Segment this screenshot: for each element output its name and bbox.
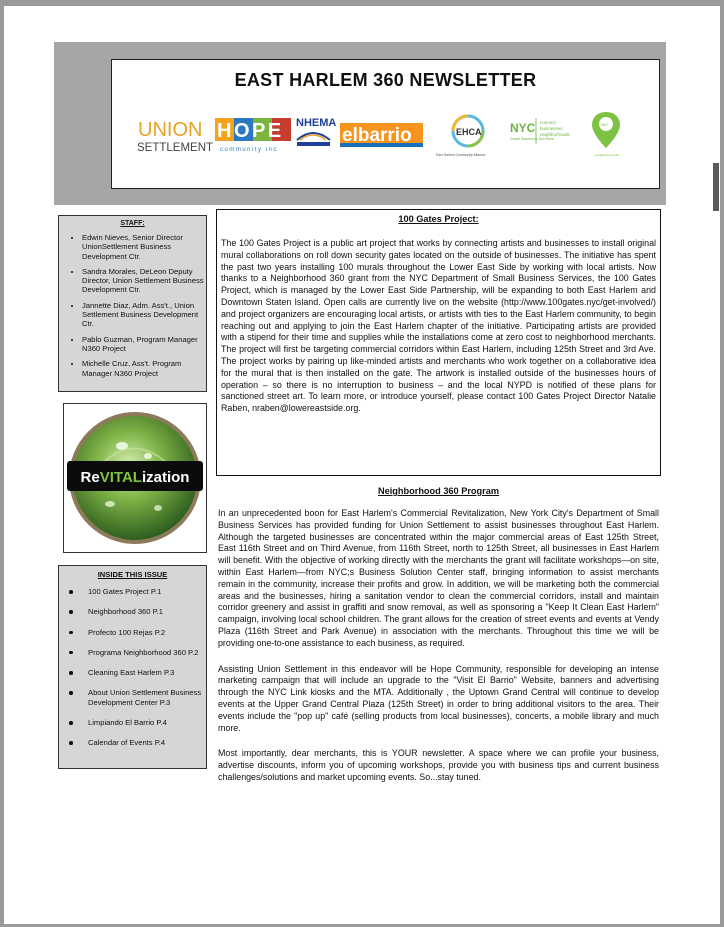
neighborhood-360-article — [218, 486, 659, 784]
inside-item: Programa Neighborhood 360 P.2 — [88, 648, 206, 657]
svg-text:NHEMA: NHEMA — [296, 117, 337, 129]
masthead — [54, 42, 666, 205]
inside-item: Profecto 100 Rejas P.2 — [88, 628, 206, 637]
n360-paragraph: In an unprecedented boon for East Harlem's Commercial Revitalization, New York City's Department of Small Business Services has provided funding for Union Settlement to assist businesses throughout East Harlem. Although the targeted businesses are concentrated within the major commercial areas of East 125th Street, East 116th Street and on Third Avenue, from 116th Street, north to 125th Street, all businesses in East Harlem will benefit. With the objective of working directly with the merchants the grant will facilitate workshops—on site, within East Harlem—from NYC;s Business Solution Center staff, bringing information to assist merchants remain in the community, increase their profits and grow. In addition, we will be marketing both the commercial areas and the businesses, hiring a sanitation vendor to clean the commercial corridors, install and maintain corridor greenery and assist in graffiti and snow removal, as well as sponsoring a "Keep It Clean East Harlem" campaign, involving local school children. The grant allows for the creation of street events and events at Vendy Plaza (116th Street and Park Avenue) in association with the merchants. Throughout this time we will be providing one-to-one assistance to each business, as required. — [218, 508, 659, 648]
n360-heading: Neighborhood 360 Program — [378, 486, 499, 496]
staff-member: • Pablo Guzman, Program Manager N360 Project — [82, 335, 206, 354]
svg-text:businesses: businesses — [540, 126, 563, 131]
window-frame-top — [0, 0, 724, 6]
partner-logos — [134, 106, 654, 168]
staff-list — [59, 233, 206, 378]
inside-list — [59, 587, 206, 748]
newsletter-title: EAST HARLEM 360 NEWSLETTER — [234, 70, 537, 90]
revitalization-image — [63, 403, 207, 553]
svg-text:elbarrio: elbarrio — [342, 125, 412, 146]
inside-this-issue-panel — [58, 565, 207, 769]
inside-item: Calendar of Events P.4 — [88, 738, 206, 747]
inside-item: Cleaning East Harlem P.3 — [88, 668, 206, 677]
svg-text:neighborhoods: neighborhoods — [540, 132, 570, 137]
inside-item: Limpiando El Barrio P.4 — [88, 718, 206, 727]
svg-text:connect: connect — [540, 120, 556, 125]
inside-item: Neighborhood 360 P.1 — [88, 607, 206, 616]
staff-member: • Michelle Cruz, Ass't. Program Manager N360 Project — [82, 359, 206, 378]
window-frame-right — [720, 0, 724, 927]
window-frame-left — [0, 0, 4, 927]
svg-text:community inc: community inc — [220, 147, 278, 153]
staff-member: • Edwin Nieves, Senior Director UnionSettlement Business Development Ctr. — [82, 233, 206, 261]
n360-paragraph: Assisting Union Settlement in this endeavor will be Hope Community, responsible for developing an intense marketing campaign that will include an upgrade to the "Visit El Barrio" Website, banners and advertising through the NYC Link kiosks and the MTA. Additionally , the Uptown Grand Central will continue to develop events at the Upper Grand Central Plaza (125th Street) in order to bring additional visitors to the area. Their events include the "pop up" café (selling products from local businesses), concerts, a mobile library and much more. — [218, 663, 659, 733]
svg-text:Small Business Services: Small Business Services — [510, 136, 554, 141]
svg-text:HOPE: HOPE — [217, 120, 284, 142]
ehca-logo — [436, 116, 485, 157]
n360-paragraph: Most importantly, dear merchants, this is YOUR newsletter. A space where we can profile your business, advertise discounts, inform you of upcoming workshops, provide you with business tips and current business challenges/solutions and market upcoming events. So...stay tuned. — [218, 748, 659, 782]
svg-text:NYC: NYC — [510, 121, 536, 135]
hope-community-logo — [215, 118, 291, 153]
masthead-panel — [111, 59, 660, 189]
svg-text:SETTLEMENT: SETTLEMENT — [137, 142, 214, 154]
svg-text:neighborhood 360: neighborhood 360 — [595, 153, 620, 157]
gates-body: The 100 Gates Project is a public art project that works by connecting artists and businesses to install original mural collaborations on roll down security gates located on the outside of businesses. The initiative has spent the past two years installing 100 murals throughout the Lower East Side by working with local artists. Now thanks to a Neighborhood 360 grant from the NYC Department of Small Business Services, the 100 Gates Project, which is managed by the Lower East Side Partnership, will be expanding to both East Harlem and Downtown Staten Island. Open calls are currently live on the website (http://www.100gates.nyc/get-involved/) and project organizers are encouraging local artists, or artists with ties to the East Harlem community, to begin reaching out and applying to join the East Harlem chapter of the initiative. Participating artists are provided with a stipend for their time and supplies while the installations come at zero cost to neighborhood merchants. The project will first be targeting commercial corridors within East Harlem, including 125th Street and 3rd Ave. The project works by pairing up like-minded artists and merchants who work together on a collaborative idea for the mural that is then installed on the gate. The artwork is installed outside of the businesses hours of operation – so there is no interruption to business – and the local NYPD is notified of these plans for sanctioned street art. To learn more, or introduce yourself, please contact 100 Gates Project Director Natalie Raben, nraben@lowereastside.org. — [221, 238, 656, 414]
inside-item: 100 Gates Project P.1 — [88, 587, 206, 596]
svg-text:ReVITALization: ReVITALization — [80, 469, 190, 486]
staff-panel — [58, 215, 207, 392]
nhema-logo — [296, 117, 336, 146]
inside-heading: INSIDE THIS ISSUE — [97, 570, 168, 579]
staff-member: • Sandra Morales, DeLeon Deputy Director, Union Settlement Business Development Ctr. — [82, 267, 206, 295]
staff-member: • Jannette Diaz, Adm. Ass't., Union Settlement Business Development Ctr. — [82, 301, 206, 329]
svg-text:East Harlem Community Alliance: East Harlem Community Alliance — [436, 153, 486, 157]
nyc-sbs-logo — [510, 118, 571, 144]
gates-article — [216, 209, 661, 476]
svg-text:UNION: UNION — [138, 119, 203, 141]
staff-heading: STAFF: — [120, 220, 145, 227]
scrollbar-thumb[interactable] — [713, 163, 719, 211]
elbarrio-logo — [340, 123, 423, 147]
svg-text:EHCA: EHCA — [456, 127, 482, 137]
gates-heading: 100 Gates Project: — [398, 214, 479, 224]
union-settlement-logo — [137, 119, 213, 154]
revitalization-graphic — [64, 404, 206, 552]
neighborhood-360-pin-icon — [592, 112, 620, 157]
svg-text:360: 360 — [601, 122, 608, 127]
inside-item: About Union Settlement Business Development Center P.3 — [88, 688, 206, 707]
